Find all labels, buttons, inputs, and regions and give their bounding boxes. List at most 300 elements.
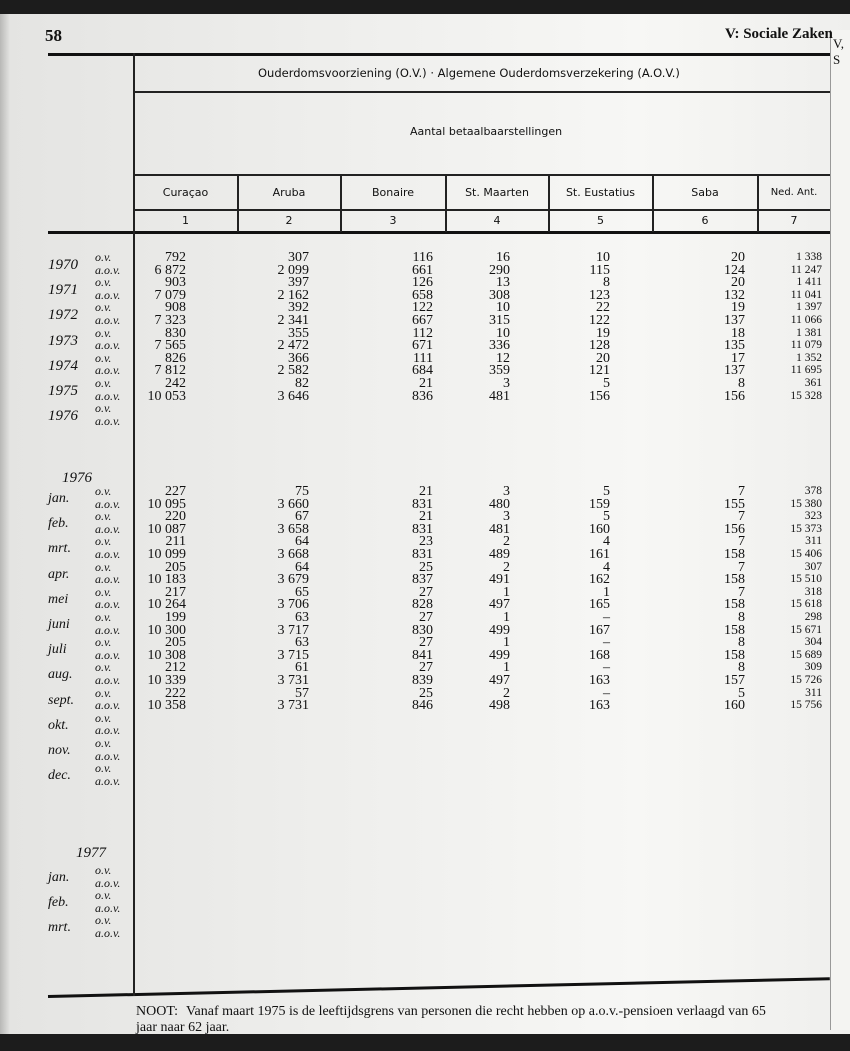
cell-value: 158 bbox=[724, 572, 745, 588]
row-label-month: juli bbox=[48, 642, 67, 658]
cell-value: 160 bbox=[724, 698, 745, 714]
cell-value: 11 695 bbox=[790, 364, 822, 377]
cell-value: 831 bbox=[412, 496, 433, 512]
row-kind-aov: a.o.v. bbox=[95, 413, 121, 428]
cell-value: 498 bbox=[489, 698, 510, 714]
row-kind-aov: a.o.v. bbox=[95, 875, 121, 890]
row-label-month: nov. bbox=[48, 743, 71, 758]
cell-value: 481 bbox=[489, 521, 510, 537]
cell-value: 2 341 bbox=[277, 313, 309, 328]
cell-value: 65 bbox=[295, 584, 309, 600]
cell-value: 137 bbox=[724, 363, 745, 379]
row-kind-ov: o.v. bbox=[95, 325, 112, 340]
cell-value: 18 bbox=[731, 325, 745, 341]
column-header-aruba: Aruba bbox=[272, 186, 306, 199]
cell-value: 10 bbox=[596, 250, 610, 265]
row-kind-aov: a.o.v. bbox=[95, 622, 121, 637]
cell-value: 156 bbox=[724, 388, 745, 404]
cell-value: 22 bbox=[596, 300, 610, 316]
row-label-month: dec. bbox=[48, 768, 71, 784]
row-label-month: apr. bbox=[48, 566, 70, 582]
cell-value: 20 bbox=[731, 275, 745, 291]
row-kind-ov: o.v. bbox=[95, 584, 112, 599]
page-shadow bbox=[0, 14, 10, 1034]
cell-value: 8 bbox=[738, 660, 745, 676]
cell-value: 1 bbox=[503, 584, 510, 600]
cell-value: 17 bbox=[731, 350, 745, 366]
cell-value: 15 510 bbox=[790, 573, 822, 586]
cell-value: 5 bbox=[603, 376, 610, 391]
cell-value: 111 bbox=[413, 350, 433, 366]
cell-value: 846 bbox=[412, 698, 433, 714]
column-index: 3 bbox=[389, 214, 397, 227]
cell-value: 3 bbox=[503, 376, 510, 391]
row-kind-ov: o.v. bbox=[95, 275, 112, 290]
cell-value: 158 bbox=[724, 647, 745, 663]
cell-value: 304 bbox=[804, 636, 822, 649]
row-label-year: 1971 bbox=[48, 282, 78, 299]
cell-value: 903 bbox=[165, 275, 186, 291]
cell-value: 15 671 bbox=[790, 623, 822, 636]
row-label-month: feb. bbox=[48, 516, 69, 532]
row-kind-ov: o.v. bbox=[95, 635, 112, 650]
cell-value: 212 bbox=[165, 660, 186, 676]
cell-value: 2 162 bbox=[277, 287, 309, 303]
cell-value: 15 373 bbox=[790, 522, 822, 535]
cell-value: 489 bbox=[489, 547, 510, 562]
cell-value: 10 099 bbox=[147, 547, 186, 562]
cell-value: 159 bbox=[589, 496, 610, 512]
cell-value: 1 352 bbox=[796, 351, 822, 364]
cell-value: 122 bbox=[412, 300, 433, 316]
row-kind-aov: a.o.v. bbox=[95, 313, 121, 327]
row-label-month: jan. bbox=[48, 870, 70, 885]
next-page-edge bbox=[830, 30, 850, 1030]
cell-value: 378 bbox=[804, 485, 822, 497]
cell-value: 366 bbox=[288, 350, 309, 366]
cell-value: 298 bbox=[804, 611, 822, 623]
cell-value: 61 bbox=[295, 660, 309, 676]
cell-value: 19 bbox=[731, 300, 745, 316]
cell-value: 10 339 bbox=[147, 673, 186, 688]
row-kind-ov: o.v. bbox=[95, 534, 112, 549]
row-kind-aov: a.o.v. bbox=[95, 597, 121, 612]
cell-value: 336 bbox=[489, 338, 510, 354]
cell-value: 157 bbox=[724, 673, 745, 688]
row-label-month: mrt. bbox=[48, 920, 71, 936]
cell-value: 661 bbox=[412, 262, 433, 278]
row-kind-aov: a.o.v. bbox=[95, 547, 121, 561]
cell-value: 116 bbox=[412, 250, 433, 265]
row-kind-ov: o.v. bbox=[95, 559, 112, 574]
cell-value: 217 bbox=[165, 584, 186, 600]
footnote bbox=[136, 1004, 786, 1036]
cell-value: 67 bbox=[295, 509, 309, 525]
row-label-month: feb. bbox=[48, 895, 69, 911]
cell-value: 15 406 bbox=[790, 548, 822, 560]
cell-value: – bbox=[603, 685, 610, 701]
cell-value: 156 bbox=[724, 521, 745, 537]
cell-value: 199 bbox=[165, 610, 186, 625]
cell-value: 2 099 bbox=[277, 262, 309, 278]
cell-value: 480 bbox=[489, 496, 510, 512]
cell-value: 25 bbox=[419, 685, 433, 701]
cell-value: 10 300 bbox=[147, 622, 186, 638]
cell-value: 3 706 bbox=[277, 597, 309, 613]
row-label-month: mei bbox=[48, 591, 69, 607]
cell-value: 27 bbox=[419, 610, 433, 625]
cell-value: 63 bbox=[295, 635, 309, 651]
cell-value: 1 381 bbox=[796, 326, 822, 339]
cell-value: 4 bbox=[603, 559, 610, 575]
cell-value: 13 bbox=[496, 275, 510, 291]
row-label-month: aug. bbox=[48, 667, 73, 683]
cell-value: 112 bbox=[412, 325, 433, 341]
cell-value: 7 bbox=[738, 559, 745, 575]
cell-value: 12 bbox=[496, 350, 510, 366]
row-kind-ov: o.v. bbox=[95, 401, 112, 416]
row-kind-aov: a.o.v. bbox=[95, 926, 121, 940]
row-kind-ov: o.v. bbox=[95, 913, 112, 928]
cell-value: 128 bbox=[589, 338, 610, 354]
cell-value: 25 bbox=[419, 559, 433, 575]
cell-value: 5 bbox=[603, 509, 610, 525]
row-kind-ov: o.v. bbox=[95, 350, 112, 365]
cell-value: 57 bbox=[295, 685, 309, 701]
cell-value: 205 bbox=[165, 559, 186, 575]
cell-value: 830 bbox=[412, 622, 433, 638]
cell-value: 132 bbox=[724, 287, 745, 303]
cell-value: 27 bbox=[419, 660, 433, 676]
row-kind-aov: a.o.v. bbox=[95, 723, 121, 738]
cell-value: 222 bbox=[165, 685, 186, 701]
section-year-1976: 1976 bbox=[62, 470, 92, 486]
cell-value: 7 bbox=[738, 534, 745, 550]
cell-value: 1 bbox=[503, 635, 510, 651]
cell-value: 7 323 bbox=[154, 313, 186, 328]
cell-value: 831 bbox=[412, 547, 433, 562]
row-kind-aov: a.o.v. bbox=[95, 647, 121, 662]
cell-value: 10 bbox=[496, 300, 510, 316]
cell-value: 121 bbox=[589, 363, 610, 379]
cell-value: 658 bbox=[412, 287, 433, 303]
cell-value: 1 bbox=[503, 610, 510, 625]
column-header-st-maarten: St. Maarten bbox=[465, 186, 529, 199]
row-kind-ov: o.v. bbox=[95, 761, 112, 776]
cell-value: 323 bbox=[804, 510, 822, 523]
row-kind-ov: o.v. bbox=[95, 660, 112, 675]
cell-value: 361 bbox=[804, 377, 822, 389]
cell-value: 242 bbox=[165, 376, 186, 391]
cell-value: 124 bbox=[724, 262, 745, 278]
title-divider bbox=[133, 91, 830, 93]
cell-value: 307 bbox=[804, 560, 822, 573]
cell-value: 392 bbox=[288, 300, 309, 316]
cell-value: 3 bbox=[503, 484, 510, 499]
cell-value: 497 bbox=[489, 597, 510, 613]
column-header-bonaire: Bonaire bbox=[371, 186, 415, 199]
cell-value: 211 bbox=[165, 534, 186, 550]
cell-value: 27 bbox=[419, 635, 433, 651]
cell-value: 2 bbox=[503, 685, 510, 701]
cell-value: 115 bbox=[589, 262, 610, 278]
cell-value: 2 472 bbox=[277, 338, 309, 354]
next-page-header: V, S bbox=[833, 36, 844, 67]
cell-value: 75 bbox=[295, 484, 309, 499]
cell-value: 167 bbox=[589, 622, 610, 638]
cell-value: 64 bbox=[295, 534, 309, 550]
cell-value: 11 079 bbox=[790, 339, 822, 352]
cell-value: 155 bbox=[724, 496, 745, 512]
row-kind-aov: a.o.v. bbox=[95, 262, 121, 277]
cell-value: 499 bbox=[489, 622, 510, 638]
cell-value: 3 731 bbox=[277, 698, 309, 714]
cell-value: 7 079 bbox=[154, 287, 186, 303]
cell-value: 2 bbox=[503, 559, 510, 575]
cell-value: 671 bbox=[412, 338, 433, 354]
cell-value: 3 bbox=[503, 509, 510, 525]
row-label-year: 1973 bbox=[48, 332, 78, 349]
row-kind-ov: o.v. bbox=[95, 610, 112, 624]
cell-value: 122 bbox=[589, 313, 610, 328]
cell-value: 63 bbox=[295, 610, 309, 625]
row-kind-ov: o.v. bbox=[95, 509, 112, 524]
cell-value: 6 872 bbox=[154, 262, 186, 278]
cell-value: 126 bbox=[412, 275, 433, 291]
cell-value: 830 bbox=[165, 325, 186, 341]
cell-value: 16 bbox=[496, 250, 510, 265]
cell-value: 10 264 bbox=[147, 597, 186, 613]
cell-value: 3 658 bbox=[277, 521, 309, 537]
row-kind-aov: a.o.v. bbox=[95, 748, 121, 763]
row-kind-ov: o.v. bbox=[95, 685, 112, 700]
row-label-year: 1970 bbox=[48, 257, 78, 273]
cell-value: 162 bbox=[589, 572, 610, 588]
cell-value: 7 812 bbox=[154, 363, 186, 379]
cell-value: 161 bbox=[589, 547, 610, 562]
cell-value: 355 bbox=[288, 325, 309, 341]
row-label-year: 1974 bbox=[48, 357, 78, 374]
cell-value: 8 bbox=[738, 635, 745, 651]
column-header-st-eustatius: St. Eustatius bbox=[565, 186, 636, 199]
cell-value: 839 bbox=[412, 673, 433, 688]
row-kind-ov: o.v. bbox=[95, 710, 112, 725]
cell-value: 15 328 bbox=[790, 389, 822, 402]
cell-value: 3 679 bbox=[277, 572, 309, 588]
row-kind-aov: a.o.v. bbox=[95, 521, 121, 536]
cell-value: 10 bbox=[496, 325, 510, 341]
cell-value: 156 bbox=[589, 388, 610, 404]
row-kind-aov: a.o.v. bbox=[95, 363, 121, 378]
cell-value: 3 715 bbox=[277, 647, 309, 663]
cell-value: 5 bbox=[603, 484, 610, 499]
cell-value: 163 bbox=[589, 698, 610, 714]
cell-value: 10 183 bbox=[147, 572, 186, 588]
cell-value: 831 bbox=[412, 521, 433, 537]
cell-value: 318 bbox=[804, 585, 822, 598]
row-kind-ov: o.v. bbox=[95, 300, 112, 315]
row-label-month: sept. bbox=[48, 692, 75, 708]
cell-value: 8 bbox=[603, 275, 610, 291]
cell-value: 311 bbox=[805, 535, 822, 548]
cell-value: 837 bbox=[412, 572, 433, 588]
page-number: 58 bbox=[45, 26, 62, 45]
column-index: 5 bbox=[597, 214, 604, 227]
cell-value: 836 bbox=[412, 388, 433, 404]
cell-value: 21 bbox=[419, 509, 433, 525]
cell-value: 21 bbox=[419, 376, 433, 391]
cell-value: 123 bbox=[589, 287, 610, 303]
cell-value: 7 565 bbox=[154, 338, 186, 354]
header-bottom-rule bbox=[48, 231, 830, 234]
cell-value: 684 bbox=[412, 363, 433, 379]
cell-value: 3 646 bbox=[277, 388, 309, 404]
cell-value: 309 bbox=[804, 661, 822, 674]
row-label-year: 1975 bbox=[48, 383, 78, 399]
cell-value: 1 bbox=[503, 660, 510, 676]
cell-value: 158 bbox=[724, 597, 745, 613]
row-kind-aov: a.o.v. bbox=[95, 388, 121, 403]
row-kind-ov: o.v. bbox=[95, 484, 112, 498]
row-kind-aov: a.o.v. bbox=[95, 572, 121, 587]
cell-value: 163 bbox=[589, 673, 610, 688]
footnote-text: Vanaf maart 1975 is de leeftijdsgrens van personen die recht hebben op a.o.v.-pensioen verlaagd van 65 jaar naar 62 jaar. bbox=[136, 1004, 766, 1035]
cell-value: 3 660 bbox=[277, 496, 309, 512]
column-index: 4 bbox=[493, 214, 501, 227]
cell-value: 2 582 bbox=[277, 363, 309, 379]
cell-value: 499 bbox=[489, 647, 510, 663]
table-title: Ouderdomsvoorziening (O.V.) · Algemene Ouderdomsverzekering (A.O.V.) bbox=[258, 66, 680, 80]
cell-value: 10 053 bbox=[147, 388, 186, 404]
row-kind-ov: o.v. bbox=[95, 736, 112, 750]
cell-value: 792 bbox=[165, 250, 186, 265]
cell-value: 8 bbox=[738, 610, 745, 625]
cell-value: 3 717 bbox=[277, 622, 309, 638]
row-label-month: jan. bbox=[48, 491, 70, 506]
row-kind-aov: a.o.v. bbox=[95, 496, 121, 511]
cell-value: 311 bbox=[805, 686, 822, 699]
cell-value: 227 bbox=[165, 484, 186, 499]
cell-value: 19 bbox=[596, 325, 610, 341]
cell-value: – bbox=[603, 660, 610, 676]
cell-value: 11 066 bbox=[790, 314, 822, 326]
row-kind-aov: a.o.v. bbox=[95, 698, 121, 713]
cell-value: 205 bbox=[165, 635, 186, 651]
column-index: 2 bbox=[285, 214, 293, 227]
cell-value: 137 bbox=[724, 313, 745, 328]
cell-value: 10 095 bbox=[147, 496, 186, 512]
cell-value: 21 bbox=[419, 484, 433, 499]
column-header-ned-ant: Ned. Ant. bbox=[770, 187, 818, 198]
cell-value: 23 bbox=[419, 534, 433, 550]
row-label-month: mrt. bbox=[48, 541, 71, 557]
cell-value: 165 bbox=[589, 597, 610, 613]
cell-value: 4 bbox=[603, 534, 610, 550]
cell-value: 7 bbox=[738, 584, 745, 600]
row-kind-ov: o.v. bbox=[95, 863, 112, 877]
cell-value: 1 338 bbox=[796, 251, 822, 263]
cell-value: 667 bbox=[412, 313, 433, 328]
row-kind-ov: o.v. bbox=[95, 888, 112, 903]
row-kind-ov: o.v. bbox=[95, 376, 112, 390]
cell-value: 290 bbox=[489, 262, 510, 278]
cell-value: 158 bbox=[724, 547, 745, 562]
cell-value: 1 397 bbox=[796, 301, 822, 314]
cell-value: 497 bbox=[489, 673, 510, 688]
column-index: 1 bbox=[182, 214, 189, 227]
cell-value: 841 bbox=[412, 647, 433, 663]
cell-value: 10 308 bbox=[147, 647, 186, 663]
row-label-year: 1972 bbox=[48, 307, 78, 324]
cell-value: 15 618 bbox=[790, 598, 822, 611]
cell-value: 20 bbox=[731, 250, 745, 265]
column-index: 6 bbox=[701, 214, 709, 227]
cell-value: 135 bbox=[724, 338, 745, 354]
cell-value: 10 358 bbox=[147, 698, 186, 714]
cell-value: 826 bbox=[165, 350, 186, 366]
cell-value: 481 bbox=[489, 388, 510, 404]
cell-value: 82 bbox=[295, 376, 309, 391]
cell-value: 8 bbox=[738, 376, 745, 391]
cell-value: 397 bbox=[288, 275, 309, 291]
table-subtitle: Aantal betaalbaarstellingen bbox=[410, 125, 563, 138]
row-kind-ov: o.v. bbox=[95, 250, 112, 264]
cell-value: 491 bbox=[489, 572, 510, 588]
cell-value: 5 bbox=[738, 685, 745, 701]
cell-value: – bbox=[603, 635, 610, 651]
cell-value: 908 bbox=[165, 300, 186, 316]
cell-value: 160 bbox=[589, 521, 610, 537]
cell-value: 220 bbox=[165, 509, 186, 525]
cell-value: 15 380 bbox=[790, 497, 822, 510]
row-kind-aov: a.o.v. bbox=[95, 338, 121, 353]
cell-value: 1 bbox=[603, 584, 610, 600]
cell-value: 15 756 bbox=[790, 699, 822, 712]
row-kind-aov: a.o.v. bbox=[95, 900, 121, 915]
cell-value: 20 bbox=[596, 350, 610, 366]
cell-value: 359 bbox=[489, 363, 510, 379]
cell-value: 15 689 bbox=[790, 648, 822, 661]
cell-value: – bbox=[603, 610, 610, 625]
cell-value: 10 087 bbox=[147, 521, 186, 537]
chapter-title: V: Sociale Zaken bbox=[725, 26, 833, 42]
column-header-curacao: Curaçao bbox=[162, 186, 209, 199]
row-kind-aov: a.o.v. bbox=[95, 287, 121, 302]
row-label-month: okt. bbox=[48, 717, 69, 733]
cell-value: 315 bbox=[489, 313, 510, 328]
column-header-saba: Saba bbox=[691, 186, 719, 199]
cell-value: 3 731 bbox=[277, 673, 309, 688]
table-top-rule bbox=[48, 53, 830, 56]
cell-value: 307 bbox=[288, 250, 309, 265]
cell-value: 11 041 bbox=[790, 288, 822, 301]
cell-value: 158 bbox=[724, 622, 745, 638]
cell-value: 15 726 bbox=[790, 674, 822, 686]
cell-value: 7 bbox=[738, 509, 745, 525]
cell-value: 1 411 bbox=[796, 276, 822, 289]
row-kind-aov: a.o.v. bbox=[95, 673, 121, 687]
section-year-1977: 1977 bbox=[76, 845, 106, 861]
cell-value: 308 bbox=[489, 287, 510, 303]
footnote-label: NOOT: bbox=[136, 1004, 179, 1019]
cell-value: 168 bbox=[589, 647, 610, 663]
cell-value: 27 bbox=[419, 584, 433, 600]
cell-value: 7 bbox=[738, 484, 745, 499]
cell-value: 11 247 bbox=[790, 263, 822, 276]
cell-value: 64 bbox=[295, 559, 309, 575]
cell-value: 2 bbox=[503, 534, 510, 550]
row-label-year: 1976 bbox=[48, 408, 78, 425]
